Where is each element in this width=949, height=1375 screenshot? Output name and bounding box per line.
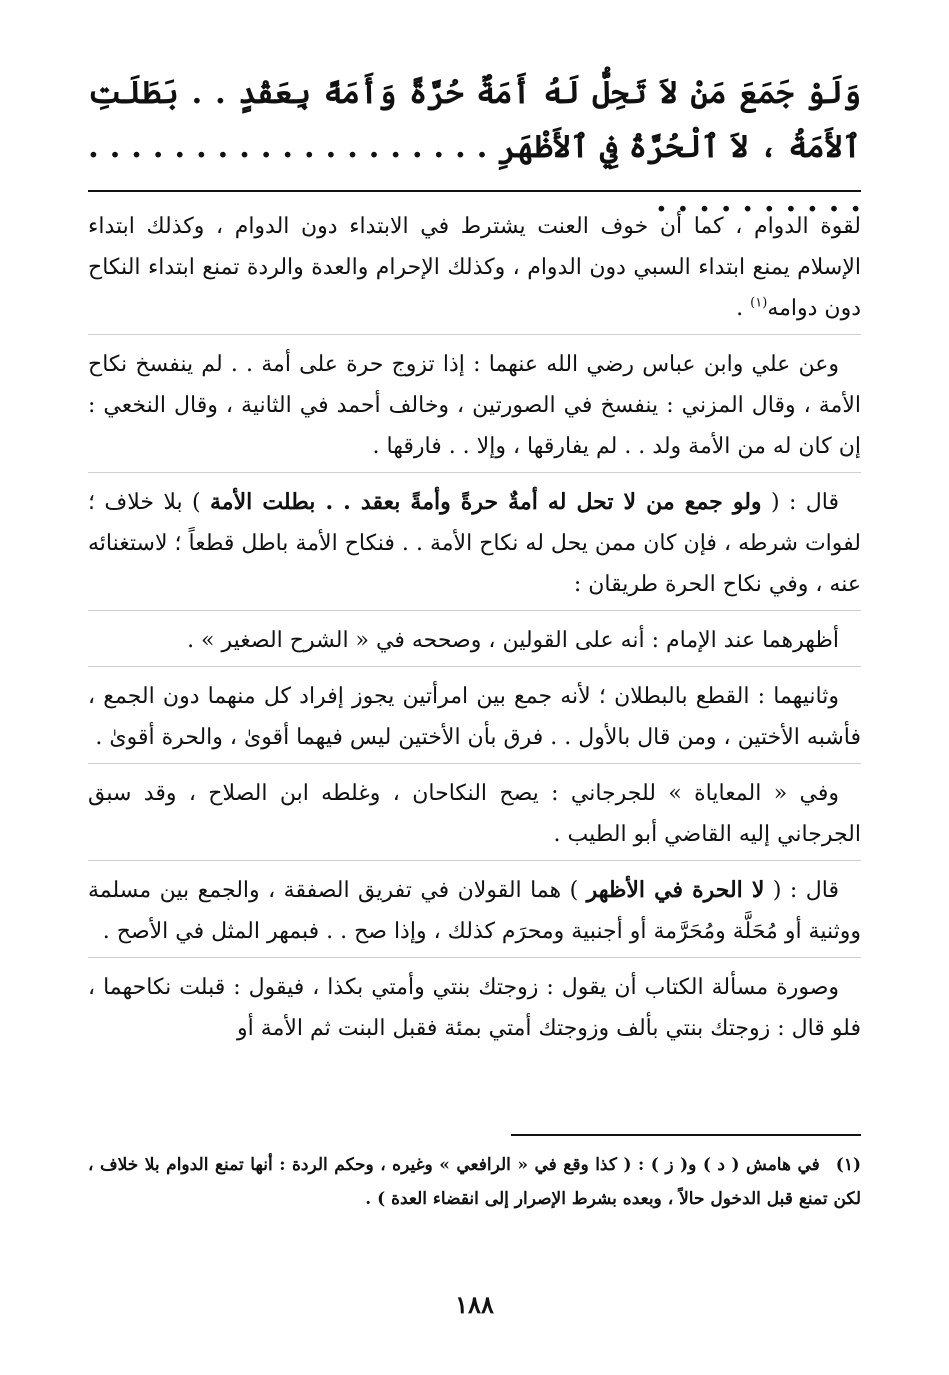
page-number: ١٨٨	[455, 1290, 494, 1319]
footnote	[88, 1148, 861, 1216]
matn-verse	[88, 66, 861, 228]
paragraph-4: أظهرهما عند الإمام : أنه على القولين ، وصححه في « الشرح الصغير » .	[187, 628, 839, 653]
paragraph-6: وفي « المعاياة » للجرجاني : يصح النكاحان ، وغلطه ابن الصلاح ، وقد سبق الجرجاني إليه القاضي أبو الطيب .	[88, 781, 861, 847]
paragraph-7: قال : ( لا الحرة في الأظهر ) هما القولان في تفريق الصفقة ، والجمع بين مسلمة ووثنية أو مُحَلَّة ومُحَرَّمة أو أجنبية ومحرَم كذلك ، وإذا صح . . فبمهر المثل في الأصح .	[88, 877, 861, 944]
paragraph-divider	[88, 860, 861, 861]
verse-text: وَلَوْ جَمَعَ مَنْ لاَ تَحِلُّ لَهُ أَمَةٌ حُرَّةً وَأَمَةً بِعَقْدٍ . . بَطَلَتِ ٱلأَمَةُ ، لاَ ٱلْحُرَّةُ فِي ٱلأَظْهَرِ	[88, 75, 861, 165]
paragraph-divider	[88, 610, 861, 611]
paragraph-divider	[88, 472, 861, 473]
verse-dots: . . . . . . . . . . . . . . . . . . . . . . . . . . . . .	[88, 129, 861, 219]
paragraph-divider	[88, 334, 861, 335]
paragraph-8: وصورة مسألة الكتاب أن يقول : زوجتك بنتي وأمتي بكذا ، فيقول : قبلت نكاحهما ، فلو قال : زوجتك بنتي بألف وزوجتك أمتي بمئة فقبل البنت ثم الأمة أو	[88, 975, 861, 1041]
paragraph-1: لقوة الدوام ، كما أن خوف العنت يشترط في الابتداء دون الدوام ، وكذلك ابتداء الإسلام يمنع ابتداء السبي دون الدوام ، وكذلك الإحرام والعدة والردة تمنع ابتداء النكاح دون دوامه$^{(١)}$ .	[88, 214, 861, 321]
quoted-matn: ولو جمع من لا تحل له أمةٌ حرةً وأمةً بعقد . . بطلت الأمة	[210, 489, 762, 515]
paragraph-divider	[88, 763, 861, 764]
footnote-text: في هامش ( د ) و( ز ) : ( كذا وقع في « الرافعي » وغيره ، وحكم الردة : أنها تمنع الدوام بلا خلاف ، لكن تمنع قبل الدخول حالاً ، وبعده بشرط الإصرار إلى انقضاء العدة ) .	[88, 1155, 861, 1209]
footnote-number: (١)	[835, 1155, 861, 1175]
paragraph-5: وثانيهما : القطع بالبطلان ؛ لأنه جمع بين امرأتين يجوز إفراد كل منهما دون الجمع ، فأشبه الأختين ، ومن قال بالأول . . فرق بأن الأختين ليس فيهما أقوىٰ ، والحرة أقوىٰ .	[88, 684, 861, 750]
paragraph-2: وعن علي وابن عباس رضي الله عنهما : إذا تزوج حرة على أمة . . لم ينفسخ نكاح الأمة ، وقال المزني : ينفسخ في الصورتين ، وخالف أحمد في الثانية ، وقال النخعي : إن كان له من الأمة ولد . . لم يفارقها ، وإلا . . فارقها .	[88, 352, 861, 459]
footnote-divider	[511, 1134, 861, 1136]
paragraph-3: قال : ( ولو جمع من لا تحل له أمةٌ حرةً وأمةً بعقد . . بطلت الأمة ) بلا خلاف ؛ لفوات شرطه ، فإن كان ممن يحل له نكاح الأمة . . فنكاح الأمة باطل قطعاً ؛ لاستغنائه عنه ، وفي نكاح الحرة طريقان :	[88, 489, 861, 597]
verse-divider	[88, 190, 861, 192]
commentary-body	[88, 206, 861, 1049]
paragraph-divider	[88, 666, 861, 667]
paragraph-divider	[88, 957, 861, 958]
footnote-reference[interactable]: (١)	[750, 295, 768, 311]
quoted-matn: لا الحرة في الأظهر	[586, 877, 765, 903]
